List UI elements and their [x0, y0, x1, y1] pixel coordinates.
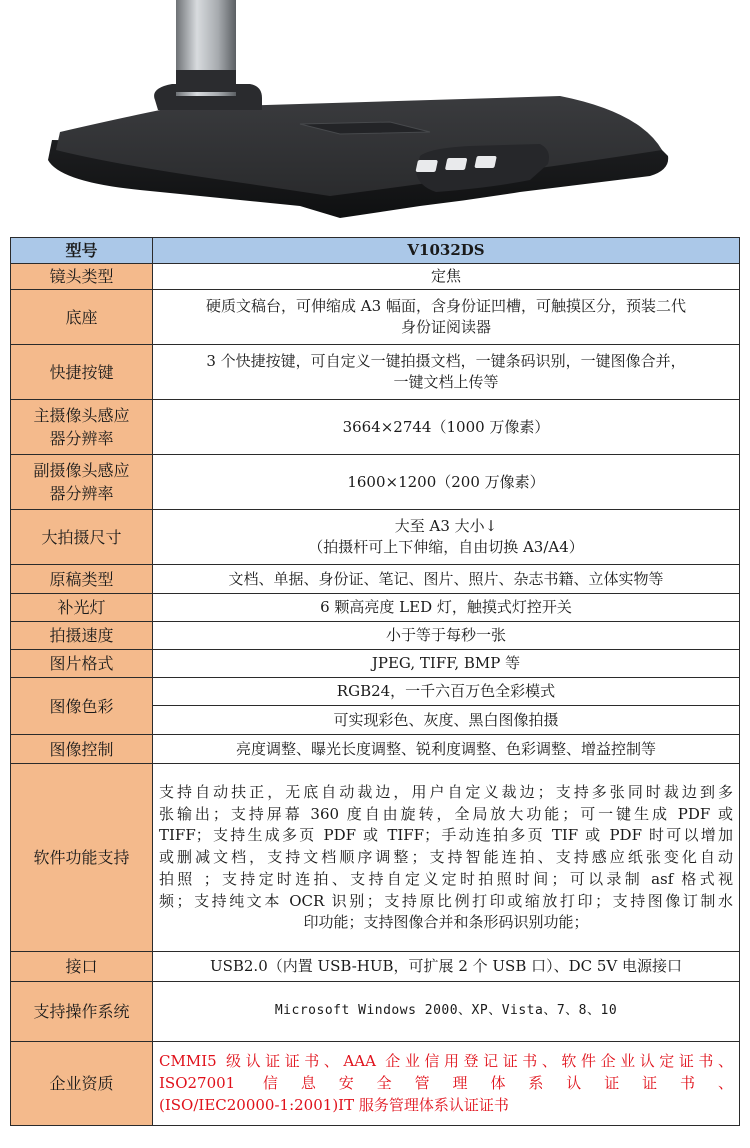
base-label: 底座 — [11, 290, 153, 345]
base-value-line1: 硬质文稿台，可伸缩成 A3 幅面，含身份证凹槽，可触摸区分，预装二代 — [206, 296, 686, 315]
hotkeys-value — [153, 345, 740, 400]
qualification-label: 企业资质 — [11, 1042, 153, 1126]
hotkeys-label: 快捷按键 — [11, 345, 153, 400]
control-label: 图像控制 — [11, 735, 153, 764]
fill-light-value: 6 颗高亮度 LED 灯，触摸式灯控开关 — [153, 594, 740, 622]
os-value: Microsoft Windows 2000、XP、Vista、7、8、10 — [153, 982, 740, 1042]
format-label: 图片格式 — [11, 650, 153, 678]
lens-value: 定焦 — [153, 264, 740, 290]
max-size-value-line1: 大至 A3 大小↓ — [394, 516, 498, 535]
speed-value: 小于等于每秒一张 — [153, 622, 740, 650]
max-size-label: 大拍摄尺寸 — [11, 510, 153, 565]
interface-value: USB2.0（内置 USB-HUB，可扩展 2 个 USB 口）、DC 5V 电源接口 — [153, 952, 740, 982]
original-types-value: 文档、单据、身份证、笔记、图片、照片、杂志书籍、立体实物等 — [153, 565, 740, 594]
document-camera-illustration — [0, 0, 750, 232]
format-value: JPEG, TIFF, BMP 等 — [153, 650, 740, 678]
row-main-sensor — [11, 400, 740, 455]
lens-label: 镜头类型 — [11, 264, 153, 290]
software-label: 软件功能支持 — [11, 764, 153, 952]
max-size-value — [153, 510, 740, 565]
interface-label: 接口 — [11, 952, 153, 982]
original-types-label: 原稿类型 — [11, 565, 153, 594]
software-line-6: 频；支持纯文本 OCR 识别；支持原比例打印或缩放打印；支持图像订制水 — [159, 891, 733, 910]
pole-collar — [176, 70, 236, 92]
table-header-row — [11, 238, 740, 264]
model-value: V1032DS — [153, 238, 740, 264]
row-interface — [11, 952, 740, 982]
software-line-4: 或删减文档，支持文档顺序调整；支持智能连拍、支持感应纸张变化自动 — [159, 848, 733, 866]
hotkey-button-1[interactable] — [415, 160, 438, 172]
main-sensor-label-line1: 主摄像头感应 — [33, 406, 130, 426]
base-value-line2: 身份证阅读器 — [400, 318, 491, 337]
max-size-value-line2: （拍摄杆可上下伸缩，自由切换 A3/A4） — [308, 538, 584, 557]
color-value-1: RGB24，一千六百万色全彩模式 — [153, 678, 740, 706]
row-speed — [11, 622, 740, 650]
qualification-line-2: ISO27001 信息安全管理体系认证证书、 — [159, 1074, 733, 1092]
row-sub-sensor — [11, 455, 740, 510]
row-qualification — [11, 1042, 740, 1126]
software-value — [153, 764, 740, 952]
software-line-3: TIFF；支持生成多页 PDF 或 TIFF；手动连拍多页 TIF 或 PDF 时可以增加 — [159, 826, 733, 845]
hotkeys-value-line1: 3 个快捷按键，可自定义一键拍摄文档，一键条码识别，一键图像合并， — [206, 351, 686, 370]
spec-table — [10, 237, 740, 1126]
software-line-5: 拍照 ；支持定时连拍、支持自定义定时拍照时间；可以录制 asf 格式视 — [159, 869, 733, 888]
main-sensor-value: 3664×2744（1000 万像素） — [153, 400, 740, 455]
main-sensor-label-line2: 器分辨率 — [49, 429, 114, 449]
row-lens — [11, 264, 740, 290]
row-color-1 — [11, 678, 740, 706]
qualification-line-1: CMMI5 级认证证书、AAA 企业信用登记证书、软件企业认定证书、 — [159, 1052, 733, 1071]
color-label: 图像色彩 — [11, 678, 153, 735]
model-label: 型号 — [11, 238, 153, 264]
row-os — [11, 982, 740, 1042]
hotkey-button-2[interactable] — [445, 158, 468, 170]
product-image — [0, 0, 750, 232]
row-control — [11, 735, 740, 764]
main-sensor-label — [11, 400, 153, 455]
color-value-2: 可实现彩色、灰度、黑白图像拍摄 — [153, 706, 740, 735]
row-software — [11, 764, 740, 952]
qualification-line-3: (ISO/IEC20000-1:2001)IT 服务管理体系认证证书 — [159, 1095, 509, 1114]
row-hotkeys — [11, 345, 740, 400]
row-original-types — [11, 565, 740, 594]
software-line-7: 印功能；支持图像合并和条形码识别功能； — [303, 913, 589, 932]
row-max-size — [11, 510, 740, 565]
qualification-value — [153, 1042, 740, 1126]
sub-sensor-label-line2: 器分辨率 — [49, 484, 114, 504]
row-format — [11, 650, 740, 678]
hotkey-button-3[interactable] — [474, 156, 497, 168]
software-line-2: 张输出；支持屏幕 360 度自由旋转，全局放大功能；可一键生成 PDF 或 — [159, 804, 733, 823]
speed-label: 拍摄速度 — [11, 622, 153, 650]
sub-sensor-label-line1: 副摄像头感应 — [33, 461, 130, 481]
fill-light-label: 补光灯 — [11, 594, 153, 622]
sub-sensor-value: 1600×1200（200 万像素） — [153, 455, 740, 510]
sub-sensor-label — [11, 455, 153, 510]
row-fill-light — [11, 594, 740, 622]
row-base — [11, 290, 740, 345]
os-label: 支持操作系统 — [11, 982, 153, 1042]
hotkeys-value-line2: 一键文档上传等 — [393, 373, 499, 392]
software-line-1: 支持自动扶正，无底自动裁边，用户自定义裁边；支持多张同时裁边到多 — [159, 782, 733, 801]
control-value: 亮度调整、曝光长度调整、锐利度调整、色彩调整、增益控制等 — [153, 735, 740, 764]
base-value — [153, 290, 740, 345]
